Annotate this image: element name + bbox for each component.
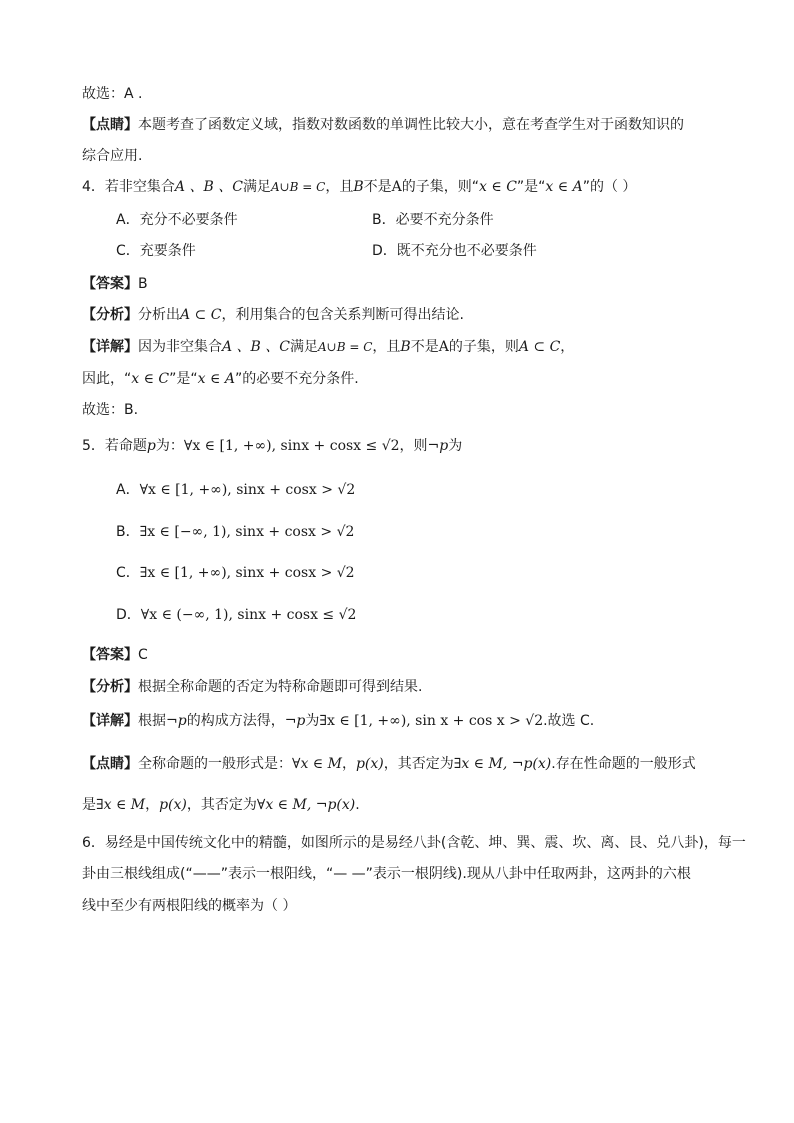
q5-xiangjie-text: .故选 C. [543,713,595,729]
fenxi-tag: 【分析】 [82,307,138,323]
q5-dianjing-text: .存在性命题的一般形式 [551,756,696,772]
answer-tag: 【答案】 [82,276,138,292]
q5-xiangjie-math: ¬p [166,713,187,729]
q5-xiangjie-math: ∃x ∈ [1, +∞), sin x + cos x > √2 [319,713,544,729]
q3-dianjing-line1 [82,115,684,135]
q4-yinci-text: ”是“ [169,371,198,387]
q4-xiangjie [82,337,574,357]
q4-yinci-math: x ∈ C [131,371,170,387]
q4-xiangjie-math: A∪B = C [318,340,373,354]
q4-xiangjie-text: 不是 [410,339,439,355]
q6-line1: 6．易经是中国传统文化中的精髓，如图所示的是易经八卦(含乾、坤、巽、震、坎、离、艮、兑八卦)，每一 [82,835,746,851]
q5-stem-math: p [146,438,156,454]
q5-option-d [116,605,356,625]
q5-xiangjie-text: 为 [305,713,320,729]
q4-yinci-text: 因此，“ [82,371,132,387]
q5-stem [82,436,462,456]
q4-stem-math: A [391,179,402,195]
q5-dianjing [82,754,696,774]
q5-answer [82,645,148,665]
xiangjie-tag: 【详解】 [82,339,138,355]
q5-line2-math: ∀x ∈ M, ¬p(x) [256,797,356,813]
q5-option-label: A． [116,482,140,498]
q4-xiangjie-text: ， [560,339,575,355]
q5-option-math: ∀x ∈ [1, +∞), sinx + cosx > √2 [139,482,356,498]
q4-stem-text: ”是“ [516,179,546,195]
q5-xiangjie [82,711,594,731]
q5-xiangjie-math: ¬p [284,713,306,729]
q4-stem-text: 的子集，则“ [401,179,480,195]
fenxi-tag: 【分析】 [82,679,138,695]
q5-stem-math: ∀x ∈ [1, +∞), sinx + cosx ≤ √2 [183,438,400,454]
q4-fenxi [82,305,464,325]
q4-xiangjie-text: 满足 [290,339,319,355]
q4-stem-text: 满足 [242,179,271,195]
q5-stem-text: ，则 [399,438,428,454]
q5-dianjing-text: ， [341,756,356,772]
q5-dianjing-text: 全称命题的一般形式是： [138,756,292,772]
q4-fenxi-text: 分析出 [138,307,180,323]
q5-option-label: B． [116,524,140,540]
q4-answer [82,274,148,294]
q4-xiangjie-text: ，且 [372,339,401,355]
q5-dianjing-math: p(x) [355,756,384,772]
q4-stem-text: ，且 [325,179,354,195]
q4-stem-prefix: 4．若非空集合 [82,179,175,195]
q4-stem-math: x ∈ A [545,179,583,195]
q4-option-c: C．充要条件 [116,243,196,259]
q5-dianjing-math: ∃x ∈ M, ¬p(x) [453,756,552,772]
q4-stem-end: ”的（ ） [582,179,637,195]
q5-answer-value: C [138,647,148,663]
q4-option-d: D．既不充分也不必要条件 [372,243,537,259]
answer-tag: 【答案】 [82,647,138,663]
q5-option-math: ∀x ∈ (−∞, 1), sinx + cosx ≤ √2 [140,607,357,623]
q5-option-label: C． [116,565,140,581]
q4-xiangjie-text: 的子集，则 [448,339,519,355]
q5-option-a [116,480,355,500]
q4-yinci-math: x ∈ A [197,371,235,387]
q5-fenxi [82,677,422,697]
q4-stem-math: A 、B 、C [174,179,243,195]
q5-dianjing-text: ，其否定为 [383,756,454,772]
q4-option-a: A．充分不必要条件 [116,212,238,228]
q5-xiangjie-text: 根据 [138,713,166,729]
q5-line2-math: p(x) [159,797,187,813]
q3-dianjing-line2: 综合应用. [82,148,143,164]
q5-option-label: D． [116,607,141,623]
q4-stem-math: A∪B = C [270,180,326,194]
q5-line2-text: ， [145,797,160,813]
q6-line3: 线中至少有两根阳线的概率为（ ） [82,898,297,914]
q4-stem [82,177,636,197]
q5-dianjing-math: ∀x ∈ M [292,756,342,772]
q4-conclusion: 故选：B. [82,402,139,418]
q5-stem-text: 5．若命题 [82,438,147,454]
q4-xiangjie-text: 因为非空集合 [138,339,222,355]
xiangjie-tag: 【详解】 [82,713,138,729]
q5-stem-text: 为： [155,438,184,454]
q4-xiangjie-math: A ⊂ C [518,339,561,355]
q3-conclusion: 故选：A . [82,86,143,102]
q4-xiangjie-math: A [438,339,449,355]
q5-line2-math: ∃x ∈ M [96,797,146,813]
q4-yinci [82,369,359,389]
q5-line2-text: ，其否定为 [186,797,257,813]
q4-fenxi-text: ，利用集合的包含关系判断可得出结论. [221,307,464,323]
q4-answer-value: B [138,276,148,292]
q4-stem-math: B [353,179,364,195]
dianjing-tag: 【点睛】 [82,756,138,772]
q4-option-b: B．必要不充分条件 [372,212,494,228]
q5-stem-math: ¬p [427,438,449,454]
q5-line2-text: 是 [82,797,96,813]
q5-option-b [116,522,354,542]
q4-xiangjie-math: A 、B 、C [222,339,291,355]
q5-option-math: ∃x ∈ [−∞, 1), sinx + cosx > √2 [139,524,355,540]
q6-line2: 卦由三根线组成(“——”表示一根阳线，“— —”表示一根阴线).现从八卦中任取两卦，这两卦的六根 [82,866,691,882]
dianjing-tag: 【点睛】 [82,117,138,133]
q5-fenxi-text: 根据全称命题的否定为特称命题即可得到结果. [138,679,423,695]
q5-stem-text: 为 [448,438,463,454]
q5-line2-text: . [355,797,360,813]
q5-option-math: ∃x ∈ [1, +∞), sinx + cosx > √2 [139,565,355,581]
q3-dianjing-text: 本题考查了函数定义域，指数对数函数的单调性比较大小，意在考查学生对于函数知识的 [138,117,684,133]
q4-xiangjie-math: B [400,339,411,355]
q4-stem-text: 不是 [363,179,392,195]
q4-stem-math: x ∈ C [479,179,517,195]
q5-xiangjie-text: 的构成方法得， [186,713,285,729]
q4-yinci-text: ”的必要不充分条件. [234,371,359,387]
q5-dianjing-line2 [82,795,360,815]
q5-option-c [116,563,355,583]
q4-fenxi-math: A ⊂ C [180,307,222,323]
